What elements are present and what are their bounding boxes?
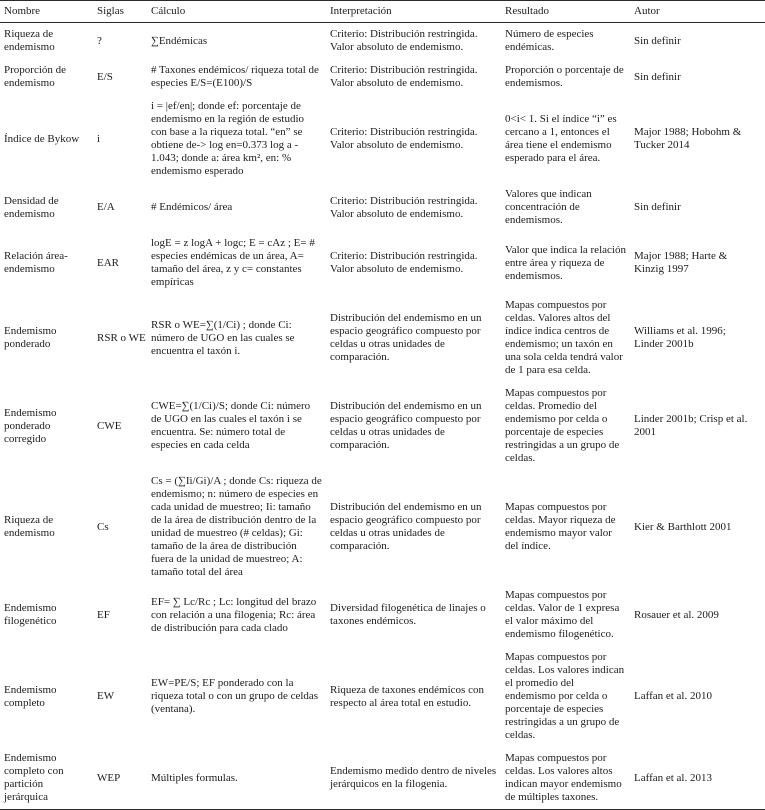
- cell-interpretacion: Distribución del endemismo en un espacio geográfico compuesto por celdas u otras unidades de comparación.: [330, 501, 482, 552]
- cell-autor: Linder 2001b; Crisp et al. 2001: [634, 413, 748, 438]
- cell-interpretacion: Criterio: Distribución restringida. Valor absoluto de endemismo.: [330, 194, 478, 220]
- cell-interpretacion: Distribución del endemismo en un espacio geográfico compuesto por celdas u otras unidades de comparación.: [330, 312, 482, 363]
- column-header-siglas: Siglas: [97, 1, 151, 23]
- table-header: [0, 1, 765, 23]
- cell-resultado: Mapas compuestos por celdas. Valor de 1 expresa el valor máximo del endemismo filogenético.: [505, 589, 620, 640]
- cell-calculo: Cs = (∑Ii/Gi)/A ; donde Cs: riqueza de endemismo; n: número de especies en cada unidad de muestreo; Ii: tamaño de la área de distribución dentro de la unidad de muestreo (# celdas); Gi: tamaño de la área de distribución fuera de la unidad de muestreo; A: tamaño total del área: [151, 475, 322, 578]
- cell-resultado: Mapas compuestos por celdas. Promedio del endemismo por celda o porcentaje de especies restringidas a un grupo de celdas.: [505, 387, 620, 464]
- cell-resultado: Valor que indica la relación entre área y riqueza de endemismos.: [505, 243, 626, 282]
- cell-calculo: i = |ef/en|; donde ef: porcentaje de endemismo en la región de estudio con base a la riqueza total. “en” se obtiene de-> log en=0.373 log a - 1.043; donde a: área km², en: % endemismo esperado: [151, 100, 305, 177]
- cell-autor: Rosauer et al. 2009: [634, 608, 719, 621]
- cell-nombre: Proporción de endemismo: [4, 64, 67, 89]
- cell-calculo: logE = z logA + logc; E = cAz ; E= # especies endémicas de un área, A= tamaño del área, z y c= constantes empíricas: [151, 237, 315, 288]
- cell-interpretacion: Distribución del endemismo en un espacio geográfico compuesto por celdas u otras unidades de comparación.: [330, 400, 482, 451]
- table-row: [0, 294, 765, 382]
- cell-siglas: EF: [97, 608, 110, 621]
- cell-autor: Major 1988; Harte & Kinzig 1997: [634, 250, 728, 275]
- cell-resultado: Mapas compuestos por celdas. Valores altos del índice indica centros de endemismo; un taxón en una sola celda tendrá valor de 1 para esa celda.: [505, 299, 623, 376]
- cell-resultado: Mapas compuestos por celdas. Los valores indican el promedio del endemismo por celda o porcentaje de especies restringidas a un grupo de celdas.: [505, 651, 625, 741]
- cell-resultado: Valores que indican concentración de endemismos.: [505, 188, 592, 226]
- cell-interpretacion: Endemismo medido dentro de niveles jerárquicos en la filogenia.: [330, 765, 497, 790]
- table-row: [0, 747, 765, 810]
- cell-calculo: # Taxones endémicos/ riqueza total de especies E/S=(E100)/S: [151, 64, 319, 89]
- table-row: [0, 584, 765, 646]
- table-row: [0, 470, 765, 584]
- cell-autor: Laffan et al. 2010: [634, 690, 712, 702]
- cell-calculo: CWE=∑(1/Ci)/S; donde Ci: número de UGO en las cuales el taxón i se encuentra. Se: número total de especies en cada celda: [151, 400, 311, 451]
- cell-interpretacion: Criterio: Distribución restringida. Valor absoluto de endemismo.: [330, 64, 478, 89]
- cell-interpretacion: Criterio: Distribución restringida. Valor absoluto de endemismo.: [330, 126, 478, 151]
- cell-calculo: EW=PE/S; EF ponderado con la riqueza total o con un grupo de celdas (ventana).: [151, 677, 319, 715]
- column-header-calculo: Cálculo: [151, 1, 330, 23]
- cell-nombre: Endemismo completo con partición jerárquica: [4, 752, 64, 803]
- cell-autor: Laffan et al. 2013: [634, 771, 712, 784]
- table-body: [0, 23, 765, 810]
- table-row: [0, 183, 765, 232]
- cell-autor: Major 1988; Hobohm & Tucker 2014: [634, 126, 742, 151]
- cell-interpretacion: Criterio: Distribución restringida. Valor absoluto de endemismo.: [330, 250, 478, 275]
- cell-nombre: Endemismo ponderado corregido: [4, 406, 57, 445]
- cell-nombre: Endemismo ponderado: [4, 325, 57, 350]
- cell-siglas: EAR: [97, 256, 119, 269]
- cell-interpretacion: Diversidad filogenética de linajes o taxones endémicos.: [330, 602, 486, 627]
- cell-interpretacion: Riqueza de taxones endémicos con respecto al área total en estudio.: [330, 683, 484, 709]
- cell-autor: Sin definir: [634, 70, 681, 83]
- table-row: [0, 59, 765, 95]
- cell-siglas: RSR o WE: [97, 331, 146, 344]
- cell-resultado: Mapas compuestos por celdas. Mayor riqueza de endemismo mayor valor del índice.: [505, 501, 616, 552]
- cell-siglas: ?: [97, 34, 102, 47]
- cell-nombre: Riqueza de endemismo: [4, 514, 55, 539]
- cell-siglas: i: [97, 132, 101, 145]
- table-row: [0, 646, 765, 747]
- cell-resultado: Proporción o porcentaje de endemismos.: [505, 64, 624, 89]
- cell-siglas: Cs: [97, 520, 109, 533]
- cell-resultado: Mapas compuestos por celdas. Los valores altos indican mayor endemismo de múltiples taxones.: [505, 752, 622, 803]
- cell-nombre: Índice de Bykow: [4, 132, 80, 145]
- cell-autor: Williams et al. 1996; Linder 2001b: [634, 325, 726, 350]
- table-row: [0, 232, 765, 294]
- table-row: [0, 382, 765, 470]
- header-row: [0, 1, 765, 23]
- cell-interpretacion: Criterio: Distribución restringida. Valor absoluto de endemismo.: [330, 28, 478, 53]
- cell-nombre: Endemismo completo: [4, 683, 57, 709]
- table-row: [0, 23, 765, 60]
- cell-autor: Sin definir: [634, 34, 681, 47]
- cell-autor: Kier & Barthlott 2001: [634, 520, 732, 533]
- cell-siglas: E/A: [97, 201, 115, 213]
- cell-calculo: RSR o WE=∑(1/Ci) ; donde Ci: número de UGO en las cuales se encuentra el taxón i.: [151, 318, 295, 357]
- cell-autor: Sin definir: [634, 201, 681, 213]
- cell-nombre: Endemismo filogenético: [4, 602, 57, 627]
- cell-calculo: # Endémicos/ área: [151, 201, 233, 213]
- column-header-autor: Autor: [634, 1, 765, 23]
- cell-calculo: ∑Endémicas: [151, 34, 208, 47]
- cell-calculo: EF= ∑ Lc/Rc ; Lc: longitud del brazo con relación a una filogenia; Rc: área de distribución para cada clado: [151, 595, 317, 634]
- cell-nombre: Relación área-endemismo: [4, 250, 68, 275]
- cell-siglas: CWE: [97, 419, 122, 432]
- cell-siglas: E/S: [97, 70, 113, 83]
- cell-resultado: Número de especies endémicas.: [505, 28, 594, 53]
- cell-nombre: Densidad de endemismo: [4, 194, 59, 220]
- cell-calculo: Múltiples formulas.: [151, 771, 238, 784]
- cell-siglas: WEP: [97, 771, 121, 784]
- cell-nombre: Riqueza de endemismo: [4, 28, 55, 53]
- column-header-resultado: Resultado: [505, 1, 634, 23]
- table-row: [0, 95, 765, 183]
- column-header-interpretacion: Interpretación: [330, 1, 505, 23]
- column-header-nombre: Nombre: [0, 1, 97, 23]
- cell-siglas: EW: [97, 690, 115, 702]
- cell-resultado: 0<i< 1. Si el índice “i” es cercano a 1, entonces el área tiene el endemismo esperado para el área.: [505, 113, 617, 164]
